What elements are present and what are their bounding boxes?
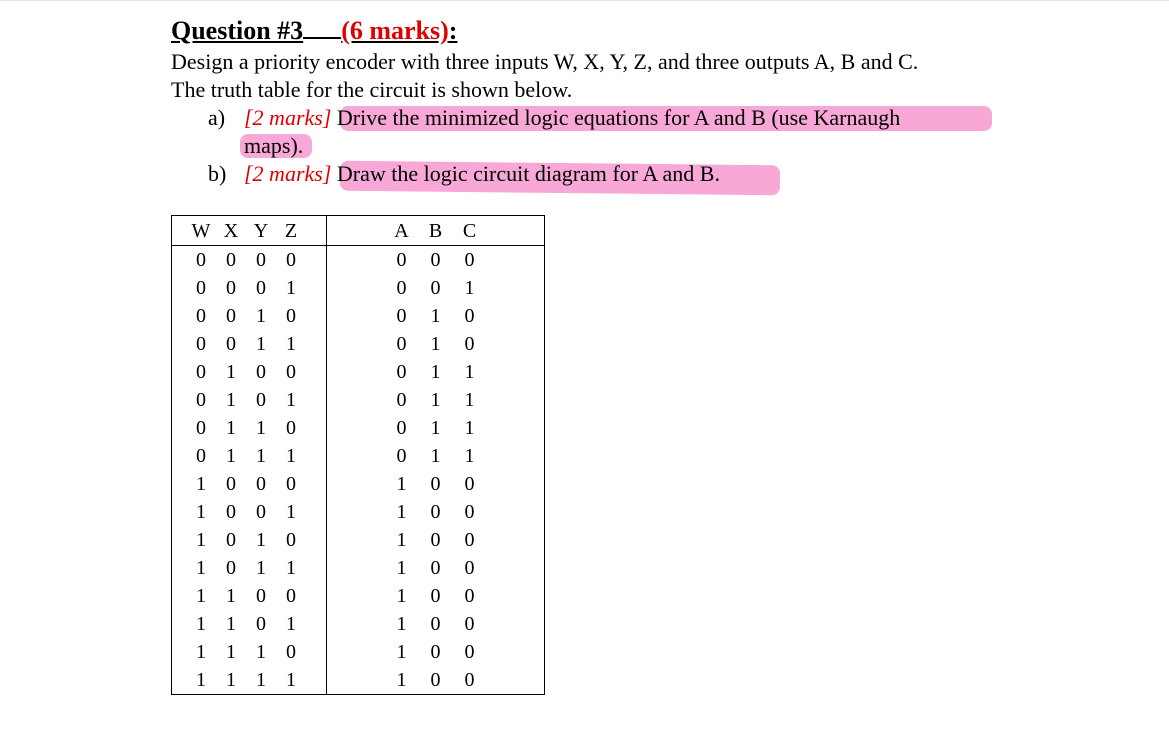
part-a-continuation: maps). (244, 133, 304, 158)
input-value: 1 (286, 669, 296, 691)
input-value: 0 (226, 277, 236, 299)
input-value: 1 (256, 529, 266, 551)
part-b-text: Draw the logic circuit diagram for A and B. (331, 161, 720, 186)
input-value: 0 (256, 389, 266, 411)
input-value: 1 (226, 361, 236, 383)
input-value: 1 (226, 613, 236, 635)
output-cells (327, 470, 545, 498)
heading-underline-gap (303, 15, 341, 39)
output-value: 1 (396, 641, 407, 663)
output-value: 0 (464, 529, 475, 551)
input-value: 0 (196, 333, 206, 355)
output-value: 0 (464, 473, 475, 495)
input-value: 1 (196, 585, 206, 607)
output-value: 0 (464, 669, 475, 691)
output-cells (327, 498, 545, 526)
input-value: 0 (196, 277, 206, 299)
header-w: W (191, 219, 211, 242)
input-value: 0 (286, 361, 296, 383)
input-value: 0 (196, 389, 206, 411)
output-cells (327, 246, 545, 275)
input-value: 0 (256, 585, 266, 607)
question-line-2: The truth table for the circuit is shown below. (171, 77, 573, 102)
output-value: 0 (464, 501, 475, 523)
output-value: 0 (396, 417, 407, 439)
table-row (172, 414, 545, 442)
table-row (172, 358, 545, 386)
output-value: 1 (430, 305, 441, 327)
output-value: 0 (430, 585, 441, 607)
input-value: 0 (196, 445, 206, 467)
input-value: 1 (196, 529, 206, 551)
table-row (172, 526, 545, 554)
table-row (172, 330, 545, 358)
output-value: 1 (430, 445, 441, 467)
input-value: 1 (226, 389, 236, 411)
output-value: 0 (396, 361, 407, 383)
input-value: 0 (286, 249, 296, 271)
input-value: 0 (286, 529, 296, 551)
part-b-marks: [2 marks] (244, 161, 332, 186)
input-value: 0 (226, 473, 236, 495)
output-value: 0 (430, 641, 441, 663)
input-value: 1 (196, 669, 206, 691)
output-cells (327, 274, 545, 302)
output-cells (327, 330, 545, 358)
output-value: 0 (464, 641, 475, 663)
input-cells (172, 526, 327, 554)
input-value: 1 (196, 473, 206, 495)
input-value: 0 (226, 249, 236, 271)
input-value: 0 (256, 277, 266, 299)
input-value: 0 (256, 473, 266, 495)
input-value: 0 (286, 417, 296, 439)
input-value: 1 (226, 585, 236, 607)
output-value: 1 (396, 613, 407, 635)
input-value: 1 (196, 641, 206, 663)
heading-colon: : (448, 16, 458, 45)
table-row (172, 666, 545, 695)
input-cells (172, 358, 327, 386)
output-cells (327, 638, 545, 666)
output-cells (327, 666, 545, 695)
output-value: 0 (464, 333, 475, 355)
input-value: 1 (196, 557, 206, 579)
output-value: 0 (396, 249, 407, 271)
input-cells (172, 610, 327, 638)
output-value: 1 (464, 277, 475, 299)
output-value: 0 (464, 613, 475, 635)
input-value: 0 (226, 557, 236, 579)
output-value: 0 (464, 557, 475, 579)
input-value: 1 (226, 641, 236, 663)
input-value: 0 (226, 529, 236, 551)
input-value: 1 (286, 277, 296, 299)
output-cells (327, 554, 545, 582)
output-value: 0 (430, 557, 441, 579)
output-value: 1 (430, 417, 441, 439)
output-value: 1 (396, 557, 407, 579)
table-row (172, 498, 545, 526)
output-cells (327, 526, 545, 554)
input-cells (172, 330, 327, 358)
input-value: 0 (196, 249, 206, 271)
question-heading (171, 14, 457, 48)
output-cells (327, 442, 545, 470)
input-cells (172, 666, 327, 695)
table-row (172, 554, 545, 582)
output-value: 1 (396, 669, 407, 691)
table-row (172, 470, 545, 498)
output-value: 0 (430, 249, 441, 271)
input-value: 1 (226, 669, 236, 691)
input-cells (172, 246, 327, 275)
input-value: 0 (196, 417, 206, 439)
output-cells (327, 302, 545, 330)
output-value: 0 (396, 305, 407, 327)
table-row (172, 246, 545, 275)
output-value: 1 (396, 473, 407, 495)
input-value: 0 (226, 333, 236, 355)
input-value: 0 (226, 305, 236, 327)
input-value: 1 (286, 445, 296, 467)
header-c: C (462, 219, 477, 242)
input-cells (172, 582, 327, 610)
input-value: 1 (256, 557, 266, 579)
output-value: 0 (430, 669, 441, 691)
output-value: 0 (396, 445, 407, 467)
output-value: 1 (430, 389, 441, 411)
output-value: 0 (396, 333, 407, 355)
input-value: 0 (256, 501, 266, 523)
input-value: 1 (286, 389, 296, 411)
output-cells (327, 358, 545, 386)
output-cells (327, 610, 545, 638)
outputs-header (327, 216, 545, 246)
input-value: 0 (256, 613, 266, 635)
input-value: 0 (286, 641, 296, 663)
output-value: 0 (464, 249, 475, 271)
input-value: 1 (256, 641, 266, 663)
question-title: Question #3 (171, 16, 304, 45)
question-line-1: Design a priority encoder with three inputs W, X, Y, Z, and three outputs A, B and C. (171, 49, 919, 74)
output-cells (327, 582, 545, 610)
output-value: 0 (396, 277, 407, 299)
input-cells (172, 554, 327, 582)
input-cells (172, 638, 327, 666)
input-cells (172, 470, 327, 498)
input-cells (172, 414, 327, 442)
output-value: 1 (396, 529, 407, 551)
part-a-marks: [2 marks] (244, 105, 332, 130)
top-rule (0, 0, 1169, 1)
output-value: 0 (430, 473, 441, 495)
table-row (172, 638, 545, 666)
output-cells (327, 386, 545, 414)
table-row (172, 386, 545, 414)
output-value: 1 (396, 585, 407, 607)
question-marks: (6 marks) (341, 16, 449, 45)
output-value: 1 (430, 333, 441, 355)
table-row (172, 610, 545, 638)
output-value: 0 (396, 389, 407, 411)
inputs-header (172, 216, 327, 246)
output-value: 0 (430, 613, 441, 635)
input-value: 1 (286, 557, 296, 579)
part-a-label: a) (208, 105, 226, 130)
output-value: 0 (430, 529, 441, 551)
output-value: 0 (464, 305, 475, 327)
output-cells (327, 414, 545, 442)
truth-table (171, 215, 545, 695)
input-value: 1 (226, 445, 236, 467)
input-value: 0 (286, 473, 296, 495)
input-value: 1 (256, 333, 266, 355)
header-b: B (428, 219, 443, 242)
truth-table-header (172, 216, 545, 246)
input-value: 0 (256, 249, 266, 271)
output-value: 1 (464, 445, 475, 467)
table-row (172, 302, 545, 330)
input-value: 1 (256, 305, 266, 327)
header-z: Z (284, 219, 298, 242)
header-y: Y (253, 219, 269, 242)
input-value: 0 (256, 361, 266, 383)
output-value: 1 (464, 417, 475, 439)
header-a: A (394, 219, 409, 242)
input-value: 1 (256, 445, 266, 467)
input-cells (172, 498, 327, 526)
table-row (172, 274, 545, 302)
output-value: 1 (396, 501, 407, 523)
output-value: 1 (430, 361, 441, 383)
input-value: 1 (286, 613, 296, 635)
input-cells (172, 274, 327, 302)
output-value: 1 (464, 361, 475, 383)
part-b-label: b) (208, 161, 227, 186)
input-value: 1 (256, 669, 266, 691)
output-value: 0 (464, 585, 475, 607)
output-value: 0 (430, 501, 441, 523)
input-cells (172, 386, 327, 414)
input-value: 0 (286, 585, 296, 607)
input-value: 1 (226, 417, 236, 439)
input-value: 0 (196, 361, 206, 383)
part-a-text: Drive the minimized logic equations for A and B (use Karnaugh (331, 105, 901, 130)
header-x: X (223, 219, 239, 242)
input-value: 0 (286, 305, 296, 327)
input-value: 1 (196, 501, 206, 523)
input-cells (172, 302, 327, 330)
input-value: 1 (256, 417, 266, 439)
table-row (172, 582, 545, 610)
input-cells (172, 442, 327, 470)
output-value: 0 (430, 277, 441, 299)
input-value: 1 (286, 333, 296, 355)
input-value: 0 (196, 305, 206, 327)
output-value: 1 (464, 389, 475, 411)
table-row (172, 442, 545, 470)
input-value: 0 (226, 501, 236, 523)
input-value: 1 (286, 501, 296, 523)
input-value: 1 (196, 613, 206, 635)
